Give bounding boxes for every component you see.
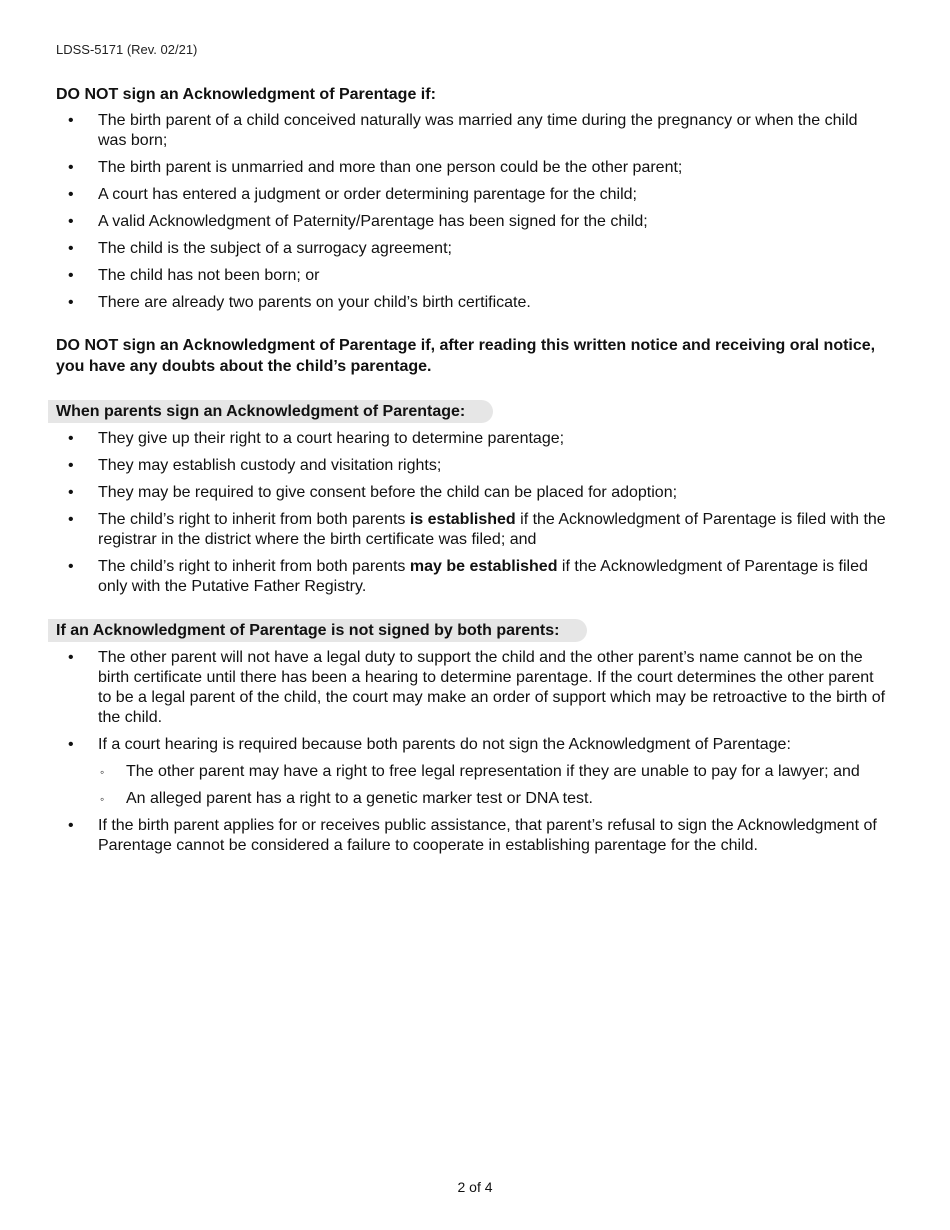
list-item: • The child is the subject of a surrogacy agreement; xyxy=(68,240,452,257)
list-item: • A court has entered a judgment or order determining parentage for the child; xyxy=(68,186,637,203)
list-item: • If the birth parent applies for or receives public assistance, that parent’s refusal to sign the Acknowledgment of Parentage cannot be considered a failure to cooperate in establishing parentage for the child. xyxy=(68,817,877,854)
bullet-icon: • xyxy=(68,457,74,474)
bullet-icon: • xyxy=(68,112,74,129)
section-heading-when-sign xyxy=(56,400,888,423)
sub-bullet-icon: ◦ xyxy=(100,792,105,806)
bullet-icon: • xyxy=(68,558,74,575)
list-item: • If a court hearing is required because both parents do not sign the Acknowledgment of Parentage: xyxy=(68,736,791,753)
bold-phrase: may be established xyxy=(409,558,558,575)
list-item: • They give up their right to a court hearing to determine parentage; xyxy=(68,430,565,447)
page-number: 2 of 4 xyxy=(457,1179,493,1195)
list-item: • The child has not been born; or xyxy=(68,267,320,284)
bold-phrase: is established xyxy=(409,511,516,528)
list-item: • The birth parent is unmarried and more than one person could be the other parent; xyxy=(68,159,683,176)
bullet-icon: • xyxy=(68,240,74,257)
list-item: • A valid Acknowledgment of Paternity/Parentage has been signed for the child; xyxy=(68,213,648,230)
bullet-icon: • xyxy=(68,213,74,230)
document-body xyxy=(56,84,888,863)
bullet-icon: • xyxy=(68,430,74,447)
sub-list-item: ◦ An alleged parent has a right to a genetic marker test or DNA test. xyxy=(100,790,593,807)
bullet-icon: • xyxy=(68,511,74,528)
list-item: • They may establish custody and visitation rights; xyxy=(68,457,442,474)
bullet-icon: • xyxy=(68,736,74,753)
not-signed-list xyxy=(56,648,888,856)
section-heading-do-not-sign: DO NOT sign an Acknowledgment of Parentage if: xyxy=(56,86,436,103)
shaded-heading: When parents sign an Acknowledgment of Parentage: xyxy=(48,400,493,423)
bullet-icon: • xyxy=(68,267,74,284)
list-item: • The child’s right to inherit from both parents may be established if the Acknowledgment of Parentage is filed only with the Putative Father Registry. xyxy=(68,558,868,595)
when-sign-list xyxy=(56,429,888,597)
section-heading-not-signed xyxy=(56,619,888,642)
do-not-sign-list xyxy=(56,111,888,313)
section-heading-doubts: DO NOT sign an Acknowledgment of Parentage if, after reading this written notice and receiving oral notice, you have any doubts about the child’s parentage. xyxy=(56,337,876,375)
sub-list-item: ◦ The other parent may have a right to free legal representation if they are unable to pay for a lawyer; and xyxy=(100,763,860,780)
list-item: • The birth parent of a child conceived naturally was married any time during the pregnancy or when the child was born; xyxy=(68,112,858,149)
shaded-heading: If an Acknowledgment of Parentage is not signed by both parents: xyxy=(48,619,587,642)
bullet-icon: • xyxy=(68,484,74,501)
bullet-icon: • xyxy=(68,649,74,666)
bullet-icon: • xyxy=(68,186,74,203)
bullet-icon: • xyxy=(68,817,74,834)
form-id: LDSS-5171 (Rev. 02/21) xyxy=(56,42,198,57)
list-item: • The child’s right to inherit from both parents is established if the Acknowledgment of Parentage is filed with the registrar in the district where the birth certificate was filed; and xyxy=(68,511,886,548)
list-item: • They may be required to give consent before the child can be placed for adoption; xyxy=(68,484,678,501)
sub-bullet-icon: ◦ xyxy=(100,765,105,779)
bullet-icon: • xyxy=(68,294,74,311)
list-item: • There are already two parents on your child’s birth certificate. xyxy=(68,294,531,311)
list-item: • The other parent will not have a legal duty to support the child and the other parent’s name cannot be on the birth certificate until there has been a hearing to determine parentage. If the court determines the other parent to be a legal parent of the child, the court may make an order of support which may be retroactive to the birth of the child. xyxy=(68,649,886,726)
bullet-icon: • xyxy=(68,159,74,176)
